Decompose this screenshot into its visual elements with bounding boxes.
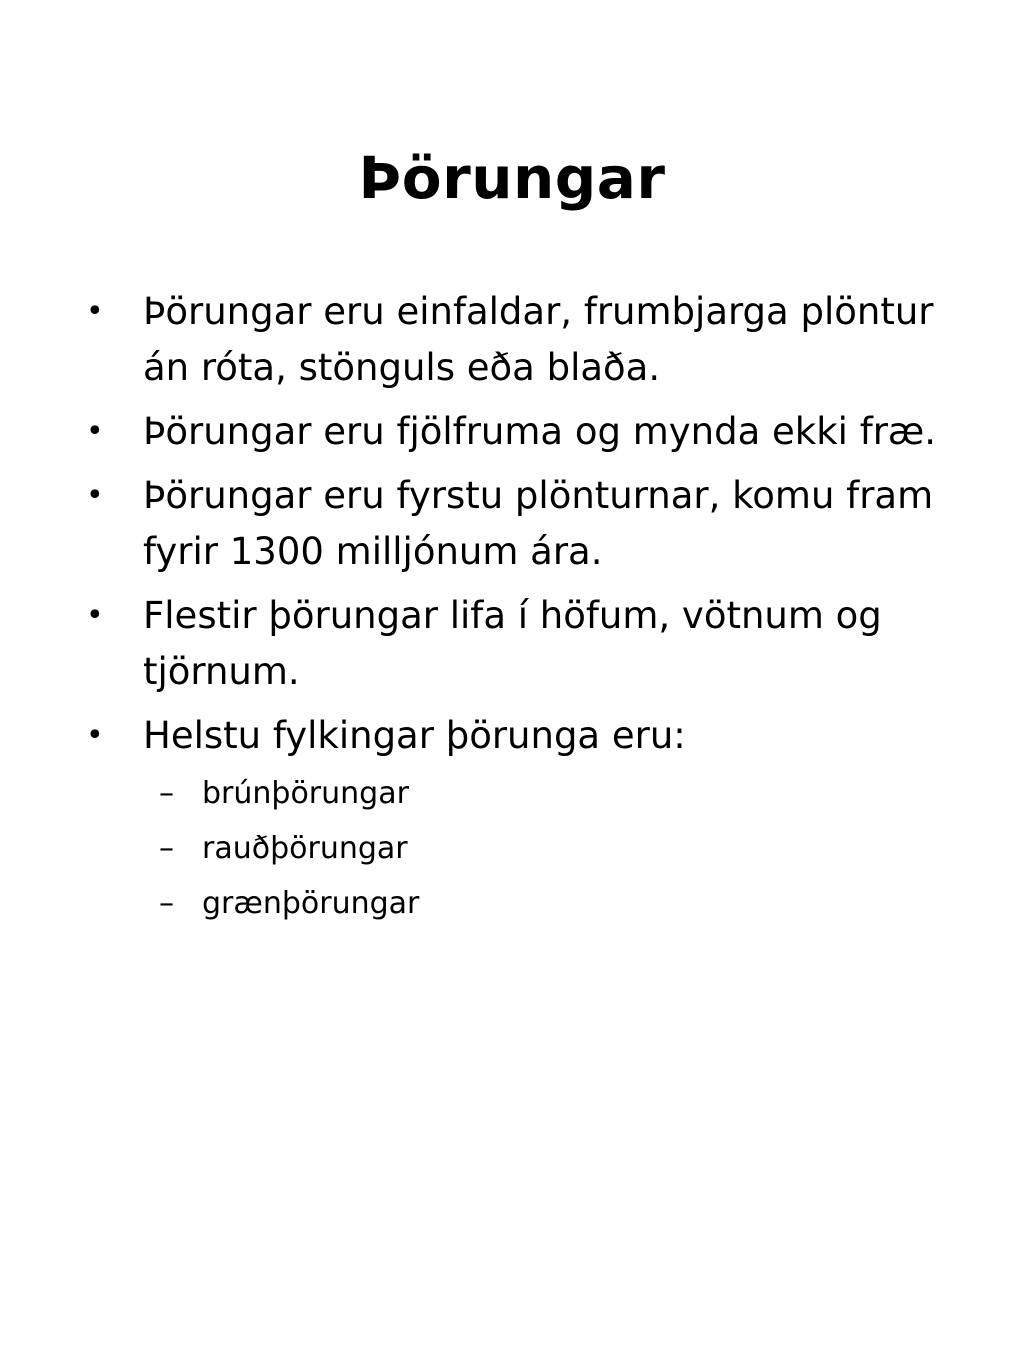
sub-bullet-text: rauðþörungar (202, 831, 408, 866)
bullet-marker: • (86, 294, 104, 329)
bullet-item (86, 404, 966, 460)
bullet-marker: • (86, 478, 104, 513)
slide-title: Þörungar (358, 144, 666, 212)
sub-bullet-item (143, 821, 966, 876)
bullet-marker: • (86, 718, 104, 753)
bullet-text: Þörungar eru fjölfruma og mynda ekki fræ. (143, 410, 937, 453)
sub-bullet-text: grænþörungar (202, 886, 420, 921)
bullet-item (86, 708, 966, 931)
bullet-text: Flestir þörungar lifa í höfum, vötnum og tjörnum. (143, 594, 882, 693)
bullet-marker: • (86, 598, 104, 633)
sub-bullet-list (143, 766, 966, 931)
sub-bullet-dash: – (159, 776, 174, 811)
sub-bullet-item (143, 876, 966, 931)
sub-bullet-item (143, 766, 966, 821)
sub-bullet-dash: – (159, 886, 174, 921)
bullet-item (86, 588, 966, 700)
bullet-text: Helstu fylkingar þörunga eru: (143, 714, 686, 757)
bullet-text: Þörungar eru einfaldar, frumbjarga plöntur án róta, stönguls eða blaða. (143, 290, 934, 389)
sub-bullet-text: brúnþörungar (202, 776, 409, 811)
bullet-list (86, 284, 966, 939)
bullet-item (86, 468, 966, 580)
bullet-marker: • (86, 414, 104, 449)
bullet-item (86, 284, 966, 396)
bullet-text: Þörungar eru fyrstu plönturnar, komu fram fyrir 1300 milljónum ára. (143, 474, 934, 573)
sub-bullet-dash: – (159, 831, 174, 866)
